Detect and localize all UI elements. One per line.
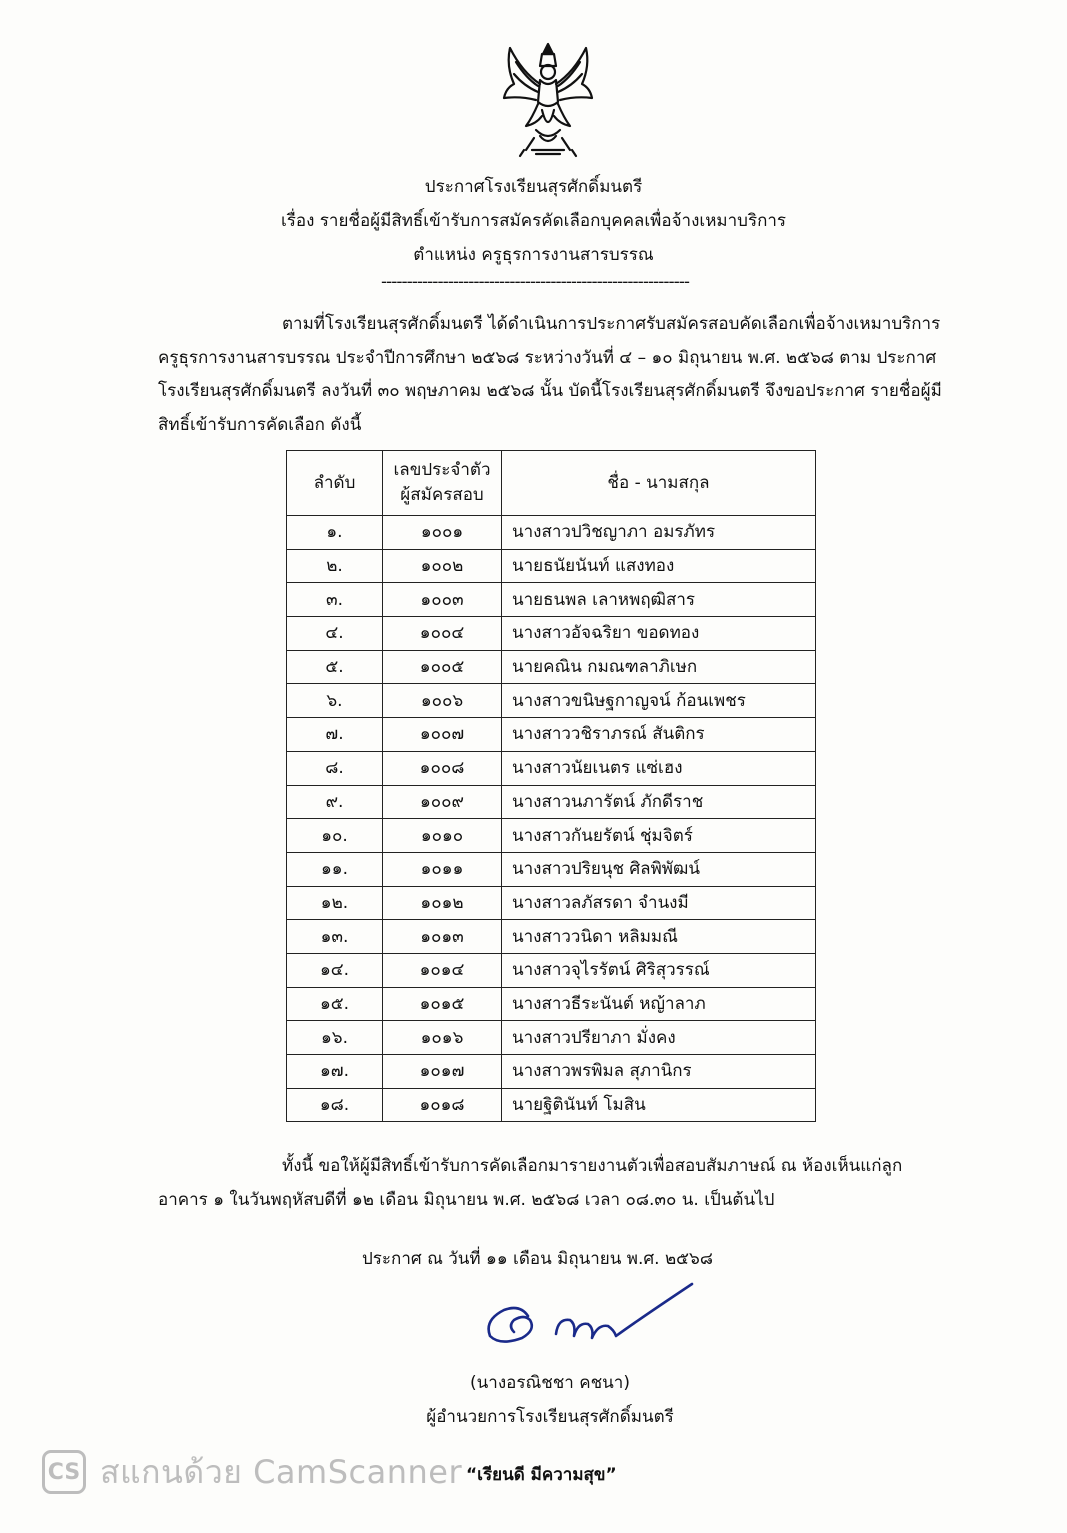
- header-fullname: ชื่อ - นามสกุล: [502, 451, 816, 516]
- row-order: ๕.: [287, 650, 383, 684]
- header-order: ลำดับ: [287, 451, 383, 516]
- table-row: [287, 549, 816, 583]
- table-row: [287, 1021, 816, 1055]
- row-fullname: นางสาววนิดา หลิมมณี: [502, 920, 816, 954]
- row-order: ๑.: [287, 516, 383, 550]
- table-row: [287, 1088, 816, 1122]
- row-applicant-id: ๑๐๑๗: [383, 1055, 502, 1089]
- row-fullname: นายธนพล เลาหพฤฒิสาร: [502, 583, 816, 617]
- row-order: ๑๖.: [287, 1021, 383, 1055]
- row-fullname: นางสาวจุไรรัตน์ ศิริสุวรรณ์: [502, 953, 816, 987]
- row-applicant-id: ๑๐๐๑: [383, 516, 502, 550]
- camscanner-logo-icon: CS: [42, 1450, 86, 1494]
- row-fullname: นางสาวนภารัตน์ ภักดีราช: [502, 785, 816, 819]
- row-fullname: นายฐิตินันท์ โมสิน: [502, 1088, 816, 1122]
- row-order: ๘.: [287, 751, 383, 785]
- intro-text: ตามที่โรงเรียนสุรศักดิ์มนตรี ได้ดำเนินการประกาศรับสมัครสอบคัดเลือกเพื่อจ้างเหมาบริการ ครูธุรการงานสารบรรณ ประจำปีการศึกษา ๒๕๖๘ ระหว่างวันที่ ๔ – ๑๐ มิถุนายน พ.ศ. ๒๕๖๘ ตาม ประกาศโรงเรียนสุรศักดิ์มนตรี ลงวันที่ ๓๐ พฤษภาคม ๒๕๖๘ นั้น บัดนี้โรงเรียนสุรศักดิ์มนตรี จึงขอประกาศ รายชื่อผู้มีสิทธิ์เข้ารับการคัดเลือก ดังนี้: [158, 314, 942, 435]
- header-id-line1: เลขประจำตัว: [393, 460, 491, 480]
- row-order: ๑๘.: [287, 1088, 383, 1122]
- table-row: [287, 920, 816, 954]
- applicant-table: [286, 450, 816, 1122]
- row-fullname: นางสาวพรพิมล สุภานิกร: [502, 1055, 816, 1089]
- table-row: [287, 684, 816, 718]
- separator-line: ------------------------------------------------------------: [380, 272, 690, 292]
- header-applicant-id: [383, 451, 502, 516]
- table-row: [287, 819, 816, 853]
- announcement-title: ประกาศโรงเรียนสุรศักดิ์มนตรี: [424, 177, 643, 197]
- closing-paragraph: [158, 1150, 948, 1217]
- signer-title: ผู้อำนวยการโรงเรียนสุรศักดิ์มนตรี: [426, 1407, 674, 1427]
- announcement-position: ตำแหน่ง ครูธุรการงานสารบรรณ: [413, 245, 654, 265]
- row-applicant-id: ๑๐๐๘: [383, 751, 502, 785]
- table-row: [287, 785, 816, 819]
- row-order: ๑๐.: [287, 819, 383, 853]
- row-applicant-id: ๑๐๑๐: [383, 819, 502, 853]
- table-row: [287, 718, 816, 752]
- row-fullname: นางสาวลภัสรดา จำนงมี: [502, 886, 816, 920]
- signer-name: (นางอรณิชชา คชนา): [470, 1373, 630, 1393]
- table-row: [287, 987, 816, 1021]
- table-row: [287, 650, 816, 684]
- signature-image: [478, 1280, 698, 1350]
- school-motto: “เรียนดี มีความสุข”: [466, 1465, 617, 1485]
- row-applicant-id: ๑๐๑๒: [383, 886, 502, 920]
- table-row: [287, 1055, 816, 1089]
- announce-date: ประกาศ ณ วันที่ ๑๑ เดือน มิถุนายน พ.ศ. ๒๕๖๘: [362, 1249, 713, 1269]
- row-order: ๔.: [287, 617, 383, 651]
- announcement-subject: เรื่อง รายชื่อผู้มีสิทธิ์เข้ารับการสมัครคัดเลือกบุคคลเพื่อจ้างเหมาบริการ: [280, 211, 787, 231]
- row-applicant-id: ๑๐๐๙: [383, 785, 502, 819]
- row-fullname: นางสาวนัยเนตร แซ่เฮง: [502, 751, 816, 785]
- row-fullname: นายคณิน กมณฑลาภิเษก: [502, 650, 816, 684]
- table-row: [287, 953, 816, 987]
- row-order: ๑๒.: [287, 886, 383, 920]
- row-applicant-id: ๑๐๑๕: [383, 987, 502, 1021]
- closing-text: ทั้งนี้ ขอให้ผู้มีสิทธิ์เข้ารับการคัดเลือกมารายงานตัวเพื่อสอบสัมภาษณ์ ณ ห้องเห็นแก่ลูก อาคาร ๑ ในวันพฤหัสบดีที่ ๑๒ เดือน มิถุนายน พ.ศ. ๒๕๖๘ เวลา ๐๘.๓๐ น. เป็นต้นไป: [158, 1156, 903, 1210]
- header-id-line2: ผู้สมัครสอบ: [400, 485, 484, 505]
- garuda-emblem-icon: [496, 38, 600, 168]
- row-applicant-id: ๑๐๑๖: [383, 1021, 502, 1055]
- camscanner-watermark: [42, 1448, 462, 1496]
- row-order: ๙.: [287, 785, 383, 819]
- row-fullname: นางสาวอัจฉริยา ขอดทอง: [502, 617, 816, 651]
- table-row: [287, 886, 816, 920]
- row-applicant-id: ๑๐๐๓: [383, 583, 502, 617]
- row-order: ๗.: [287, 718, 383, 752]
- row-applicant-id: ๑๐๐๕: [383, 650, 502, 684]
- row-order: ๑๕.: [287, 987, 383, 1021]
- table-row: [287, 583, 816, 617]
- table-row: [287, 852, 816, 886]
- row-fullname: นายธนัยนันท์ แสงทอง: [502, 549, 816, 583]
- row-applicant-id: ๑๐๑๑: [383, 852, 502, 886]
- row-applicant-id: ๑๐๐๔: [383, 617, 502, 651]
- row-order: ๑๓.: [287, 920, 383, 954]
- row-order: ๓.: [287, 583, 383, 617]
- row-applicant-id: ๑๐๑๔: [383, 953, 502, 987]
- row-order: ๑๔.: [287, 953, 383, 987]
- watermark-text: สแกนด้วย CamScanner: [100, 1452, 463, 1491]
- row-fullname: นางสาวปวิชญาภา อมรภัทร: [502, 516, 816, 550]
- row-order: ๑๗.: [287, 1055, 383, 1089]
- table-row: [287, 516, 816, 550]
- row-applicant-id: ๑๐๑๘: [383, 1088, 502, 1122]
- row-order: ๑๑.: [287, 852, 383, 886]
- row-order: ๖.: [287, 684, 383, 718]
- row-fullname: นางสาวธีระนันต์ หญ้าลาภ: [502, 987, 816, 1021]
- row-fullname: นางสาวกันยรัตน์ ชุ่มจิตร์: [502, 819, 816, 853]
- row-fullname: นางสาวปรียาภา มั่งคง: [502, 1021, 816, 1055]
- row-fullname: นางสาวขนิษฐกาญจน์ ก้อนเพชร: [502, 684, 816, 718]
- row-applicant-id: ๑๐๑๓: [383, 920, 502, 954]
- table-row: [287, 617, 816, 651]
- row-order: ๒.: [287, 549, 383, 583]
- table-header-row: [287, 451, 816, 516]
- row-applicant-id: ๑๐๐๒: [383, 549, 502, 583]
- intro-paragraph: [158, 308, 948, 442]
- row-applicant-id: ๑๐๐๗: [383, 718, 502, 752]
- row-applicant-id: ๑๐๐๖: [383, 684, 502, 718]
- row-fullname: นางสาววชิราภรณ์ สันติกร: [502, 718, 816, 752]
- table-row: [287, 751, 816, 785]
- row-fullname: นางสาวปริยนุช ศิลพิพัฒน์: [502, 852, 816, 886]
